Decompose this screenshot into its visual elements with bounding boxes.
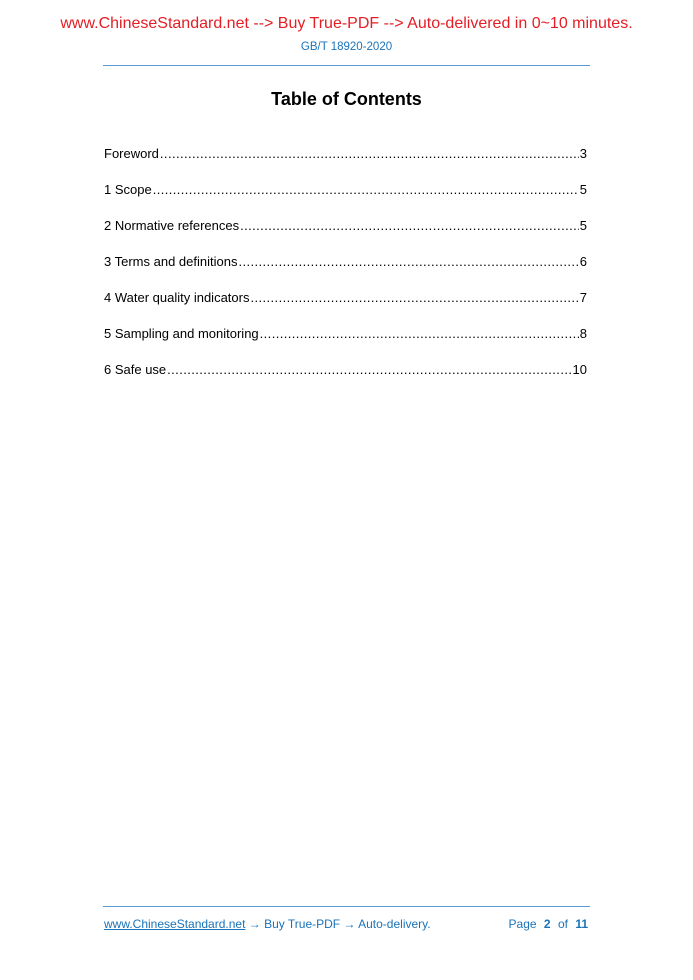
footer-promo-text: → Buy True-PDF → Auto-delivery. [248, 917, 431, 931]
page-number [509, 916, 588, 932]
toc-dot-leader [238, 254, 578, 270]
footer-divider [103, 906, 590, 907]
toc-entry-page: 5 [579, 182, 587, 197]
toc-entry-page: 8 [579, 326, 587, 341]
toc-entry-label: 4 Water quality indicators [104, 290, 250, 305]
page-word: Page [508, 917, 537, 931]
page-current: 2 [543, 917, 551, 931]
footer-promo [104, 916, 431, 932]
table-of-contents [104, 146, 587, 398]
toc-dot-leader [250, 290, 578, 306]
toc-entry-scope[interactable] [104, 182, 587, 218]
toc-entry-page: 7 [579, 290, 587, 305]
toc-entry-sampling-and-monitoring[interactable] [104, 326, 587, 362]
toc-entry-normative-references[interactable] [104, 218, 587, 254]
toc-entry-water-quality-indicators[interactable] [104, 290, 587, 326]
toc-entry-page: 6 [579, 254, 587, 269]
top-promo-banner: www.ChineseStandard.net --> Buy True-PDF --> Auto-delivered in 0~10 minutes. [60, 15, 633, 32]
toc-entry-label: Foreword [104, 146, 159, 161]
toc-dot-leader [153, 182, 579, 198]
toc-entry-foreword[interactable] [104, 146, 587, 182]
toc-entry-page: 5 [579, 218, 587, 233]
toc-dot-leader [167, 362, 571, 378]
page-title: Table of Contents [271, 89, 422, 109]
toc-entry-label: 2 Normative references [104, 218, 240, 233]
footer-site-link[interactable]: www.ChineseStandard.net [104, 917, 246, 931]
header-divider [103, 65, 590, 66]
toc-dot-leader [260, 326, 579, 342]
toc-dot-leader [160, 146, 579, 162]
page-footer [104, 916, 588, 932]
page-total: 11 [575, 917, 588, 931]
toc-entry-label: 5 Sampling and monitoring [104, 326, 259, 341]
toc-entry-label: 1 Scope [104, 182, 152, 197]
toc-dot-leader [240, 218, 579, 234]
page-of-word: of [557, 917, 568, 931]
standard-code-header: GB/T 18920-2020 [300, 41, 393, 53]
toc-entry-terms-and-definitions[interactable] [104, 254, 587, 290]
toc-entry-label: 3 Terms and definitions [104, 254, 238, 269]
toc-entry-label: 6 Safe use [104, 362, 167, 377]
toc-entry-page: 3 [579, 146, 587, 161]
toc-entry-page: 10 [572, 362, 587, 377]
toc-entry-safe-use[interactable] [104, 362, 587, 398]
